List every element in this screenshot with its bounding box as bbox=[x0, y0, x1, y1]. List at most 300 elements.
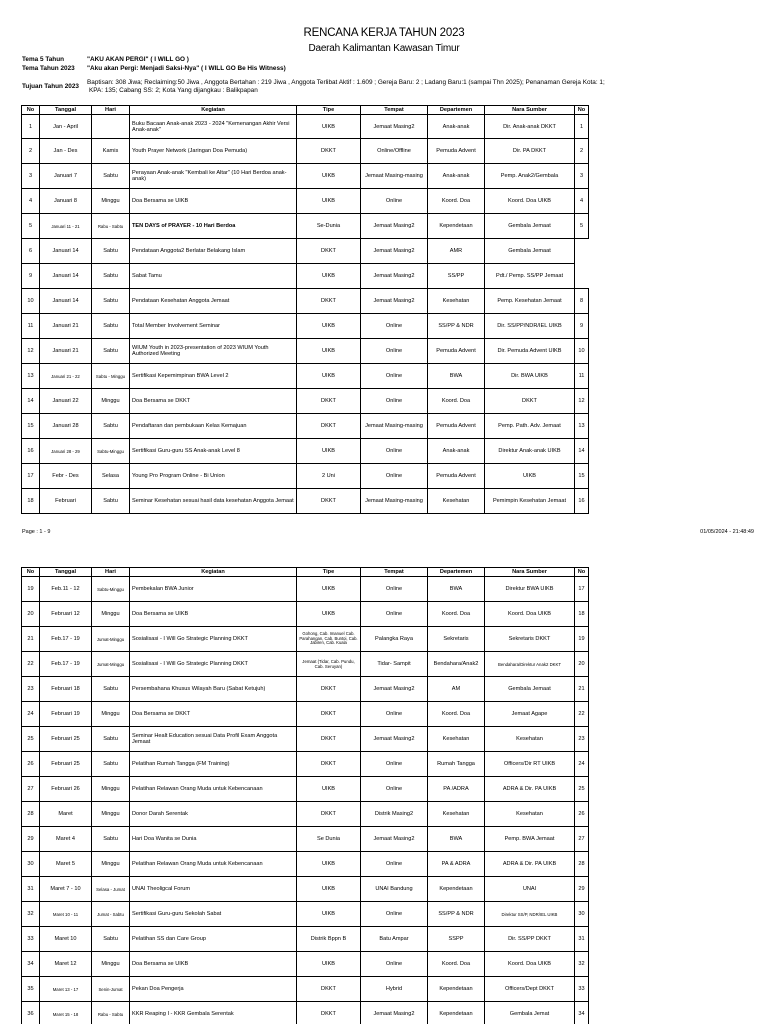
department-cell: Pemuda Advent bbox=[428, 339, 485, 364]
venue-cell: Jemaat Masing2 bbox=[361, 264, 428, 289]
row-number: 27 bbox=[22, 777, 40, 802]
type-cell: UIKB bbox=[297, 852, 361, 877]
department-cell: Kependetaan bbox=[428, 214, 485, 239]
department-cell: PA & ADRA bbox=[428, 852, 485, 877]
activity-cell: Doa Bersama se UIKB bbox=[130, 952, 297, 977]
department-cell: Kesehatan bbox=[428, 802, 485, 827]
row-number: 6 bbox=[22, 239, 40, 264]
activity-cell: Sosialisasi - I Will Go Strategic Planning DKKT bbox=[130, 652, 297, 677]
department-cell: SSPP bbox=[428, 927, 485, 952]
speaker-cell: Koord. Doa UIKB bbox=[485, 602, 575, 627]
department-cell: SS/PP bbox=[428, 264, 485, 289]
row-number-right: 22 bbox=[575, 702, 589, 727]
table-row bbox=[22, 239, 589, 264]
activity-cell: Donor Darah Serentak bbox=[130, 802, 297, 827]
type-cell: Se Dunia bbox=[297, 827, 361, 852]
row-number-right: 5 bbox=[575, 214, 589, 239]
date-cell: Januari 22 bbox=[40, 389, 92, 414]
table-row bbox=[22, 439, 589, 464]
activity-cell: Seminar Kesehatan sesuai hasil data kesehatan Anggota Jemaat bbox=[130, 489, 297, 514]
column-header-tanggal: Tanggal bbox=[40, 106, 92, 115]
type-cell: UIKB bbox=[297, 264, 361, 289]
date-cell: Feb.17 - 19 bbox=[40, 652, 92, 677]
date-cell: Januari 14 bbox=[40, 289, 92, 314]
date-cell: Januari 14 bbox=[40, 239, 92, 264]
department-cell: Kesehatan bbox=[428, 489, 485, 514]
document-subtitle: Daerah Kalimantan Kawasan Timur bbox=[308, 43, 460, 54]
day-cell: Minggu bbox=[92, 702, 130, 727]
activity-cell: UNAI Theoligcal Forum bbox=[130, 877, 297, 902]
table-row bbox=[22, 1002, 589, 1024]
table-row bbox=[22, 627, 589, 652]
meta-value-line2: KPA: 135; Cabang SS: 2; Kota Yang dijangkau : Balikpapan bbox=[89, 87, 258, 94]
column-header-tempat: Tempat bbox=[361, 568, 428, 577]
row-number-right: 30 bbox=[575, 902, 589, 927]
type-cell: DKKT bbox=[297, 802, 361, 827]
row-number-right: 11 bbox=[575, 364, 589, 389]
day-cell: Minggu bbox=[92, 189, 130, 214]
speaker-cell: Kesehatan bbox=[485, 802, 575, 827]
row-number: 5 bbox=[22, 214, 40, 239]
table-row bbox=[22, 927, 589, 952]
row-number: 31 bbox=[22, 877, 40, 902]
schedule-table-page-2 bbox=[21, 567, 589, 1024]
column-header-kegiatan: Kegiatan bbox=[130, 568, 297, 577]
date-cell: Maret bbox=[40, 802, 92, 827]
department-cell: Kependetaan bbox=[428, 877, 485, 902]
meta-value: Baptisan: 308 Jiwa; Reclaiming:50 Jiwa , Anggota Bertahan : 219 Jiwa , Anggota Terlibat Aktif : 1.609 ; Gereja Baru: 2 ; Ladang Baru:1 (sampai Thn 2025); Penanaman Gereja Kota: 1; bbox=[87, 79, 605, 86]
row-number: 28 bbox=[22, 802, 40, 827]
activity-cell: KKR Reaping I - KKR Gembala Serentak bbox=[130, 1002, 297, 1024]
row-number: 11 bbox=[22, 314, 40, 339]
department-cell: PA /ADRA bbox=[428, 777, 485, 802]
type-cell: DKKT bbox=[297, 289, 361, 314]
table-row bbox=[22, 115, 589, 139]
activity-cell: Sosialisasi - I Will Go Strategic Planning DKKT bbox=[130, 627, 297, 652]
type-cell: UIKB bbox=[297, 877, 361, 902]
speaker-cell: Pemp. Kesehatan Jemaat bbox=[485, 289, 575, 314]
row-number: 1 bbox=[22, 115, 40, 139]
venue-cell: Jemaat Masing2 bbox=[361, 727, 428, 752]
activity-cell: Pendataan Kesehatan Anggota Jemaat bbox=[130, 289, 297, 314]
date-cell: Januari 21 bbox=[40, 314, 92, 339]
day-cell: Minggu bbox=[92, 389, 130, 414]
table-row bbox=[22, 489, 589, 514]
row-number: 9 bbox=[22, 264, 40, 289]
department-cell: SS/PP & NDR bbox=[428, 314, 485, 339]
row-number: 26 bbox=[22, 752, 40, 777]
column-header-nara: Nara Sumber bbox=[485, 568, 575, 577]
speaker-cell: Kesehatan bbox=[485, 727, 575, 752]
type-cell: Distrik Bppn B bbox=[297, 927, 361, 952]
speaker-cell: Dir. SS/PP/NDR/IEL UIKB bbox=[485, 314, 575, 339]
type-cell: UIKB bbox=[297, 115, 361, 139]
table-row bbox=[22, 577, 589, 602]
day-cell: Selasa - Jumat bbox=[92, 877, 130, 902]
type-cell: UIKB bbox=[297, 952, 361, 977]
venue-cell: Batu Ampar bbox=[361, 927, 428, 952]
date-cell: Februari 19 bbox=[40, 702, 92, 727]
table-row bbox=[22, 677, 589, 702]
row-number-right: 15 bbox=[575, 464, 589, 489]
department-cell: Koord. Doa bbox=[428, 952, 485, 977]
date-cell: Feb.17 - 19 bbox=[40, 627, 92, 652]
day-cell: Jumat - Sabtu bbox=[92, 902, 130, 927]
venue-cell: Online bbox=[361, 752, 428, 777]
type-cell: UIKB bbox=[297, 164, 361, 189]
department-cell: SS/PP & NDR bbox=[428, 902, 485, 927]
department-cell: BWA bbox=[428, 827, 485, 852]
row-number-right bbox=[575, 239, 589, 264]
date-cell: Feb.11 - 12 bbox=[40, 577, 92, 602]
day-cell: Minggu bbox=[92, 952, 130, 977]
day-cell: Minggu bbox=[92, 602, 130, 627]
row-number-right: 20 bbox=[575, 652, 589, 677]
speaker-cell: Dir. Pemuda Advent UIKB bbox=[485, 339, 575, 364]
speaker-cell: Gembala Jemaat bbox=[485, 677, 575, 702]
row-number: 17 bbox=[22, 464, 40, 489]
type-cell: DKKT bbox=[297, 977, 361, 1002]
speaker-cell: Dir. BWA UIKB bbox=[485, 364, 575, 389]
type-cell: UIKB bbox=[297, 339, 361, 364]
venue-cell: Jemaat Masing-masing bbox=[361, 414, 428, 439]
day-cell: Sabtu bbox=[92, 414, 130, 439]
table-row bbox=[22, 164, 589, 189]
venue-cell: Online bbox=[361, 902, 428, 927]
table-row bbox=[22, 902, 589, 927]
activity-cell: Sertifikasi Guru-guru SS Anak-anak Level 8 bbox=[130, 439, 297, 464]
department-cell: Pemuda Advent bbox=[428, 139, 485, 164]
row-number-right: 27 bbox=[575, 827, 589, 852]
table-row bbox=[22, 702, 589, 727]
row-number: 21 bbox=[22, 627, 40, 652]
activity-cell: Seminar Healt Education sesuai Data Profil Exam Anggota Jemaat bbox=[130, 727, 297, 752]
department-cell: Koord. Doa bbox=[428, 602, 485, 627]
type-cell: UIKB bbox=[297, 577, 361, 602]
column-header-kegiatan: Kegiatan bbox=[130, 106, 297, 115]
row-number: 24 bbox=[22, 702, 40, 727]
row-number: 22 bbox=[22, 652, 40, 677]
table-row bbox=[22, 852, 589, 877]
speaker-cell: Pdt./ Pemp. SS/PP Jemaat bbox=[485, 264, 575, 289]
activity-cell: Sertifikasi Kepemimpinan BWA Level 2 bbox=[130, 364, 297, 389]
date-cell: Januari 28 bbox=[40, 414, 92, 439]
row-number: 35 bbox=[22, 977, 40, 1002]
schedule-table-page-1 bbox=[21, 105, 589, 514]
activity-cell: Doa Bersama se DKKT bbox=[130, 702, 297, 727]
venue-cell: Online bbox=[361, 314, 428, 339]
day-cell: Kamis bbox=[92, 139, 130, 164]
type-cell: DKKT bbox=[297, 702, 361, 727]
department-cell: AMR bbox=[428, 239, 485, 264]
row-number: 33 bbox=[22, 927, 40, 952]
row-number-right: 19 bbox=[575, 627, 589, 652]
row-number-right: 16 bbox=[575, 489, 589, 514]
day-cell: Sabtu bbox=[92, 827, 130, 852]
table-row bbox=[22, 389, 589, 414]
venue-cell: Online bbox=[361, 577, 428, 602]
day-cell: Minggu bbox=[92, 802, 130, 827]
venue-cell: Online bbox=[361, 439, 428, 464]
speaker-cell: ADRA & Dir. PA UIKB bbox=[485, 777, 575, 802]
activity-cell: Doa Bersama se DKKT bbox=[130, 389, 297, 414]
row-number: 32 bbox=[22, 902, 40, 927]
row-number: 2 bbox=[22, 139, 40, 164]
table-row bbox=[22, 802, 589, 827]
venue-cell: Online bbox=[361, 777, 428, 802]
activity-cell: Pekan Doa Pengerja bbox=[130, 977, 297, 1002]
speaker-cell: Jemaat Agape bbox=[485, 702, 575, 727]
venue-cell: Jemaat Masing-masing bbox=[361, 164, 428, 189]
day-cell: Minggu bbox=[92, 852, 130, 877]
department-cell: Sekretaris bbox=[428, 627, 485, 652]
activity-cell: Pembekalan BWA Junior bbox=[130, 577, 297, 602]
venue-cell: Jemaat Masing-masing bbox=[361, 489, 428, 514]
date-cell: Februari 25 bbox=[40, 752, 92, 777]
row-number-right: 21 bbox=[575, 677, 589, 702]
speaker-cell: DKKT bbox=[485, 389, 575, 414]
activity-cell: Hari Doa Wanita se Dunia bbox=[130, 827, 297, 852]
row-number-right: 32 bbox=[575, 952, 589, 977]
venue-cell: Online bbox=[361, 339, 428, 364]
speaker-cell: Pemimpin Kesehatan Jemaat bbox=[485, 489, 575, 514]
activity-cell: Pelatihan Rumah Tangga (FM Training) bbox=[130, 752, 297, 777]
day-cell: Sabtu - Minggu bbox=[92, 364, 130, 389]
date-cell: Maret 10 - 11 bbox=[40, 902, 92, 927]
row-number: 4 bbox=[22, 189, 40, 214]
column-header-dept: Departemen bbox=[428, 568, 485, 577]
row-number: 15 bbox=[22, 414, 40, 439]
activity-cell: Buku Bacaan Anak-anak 2023 - 2024 "Kemenangan Akhir Versi Anak-anak" bbox=[130, 115, 297, 139]
type-cell: DKKT bbox=[297, 139, 361, 164]
page-separator bbox=[0, 537, 768, 545]
date-cell: Februari 18 bbox=[40, 677, 92, 702]
column-header-no2: No bbox=[575, 106, 589, 115]
table-row bbox=[22, 264, 589, 289]
venue-cell: Jemaat Masing2 bbox=[361, 677, 428, 702]
department-cell: Anak-anak bbox=[428, 115, 485, 139]
speaker-cell: UNAI bbox=[485, 877, 575, 902]
row-number: 23 bbox=[22, 677, 40, 702]
row-number-right: 2 bbox=[575, 139, 589, 164]
type-cell: UIKB bbox=[297, 189, 361, 214]
department-cell: Rumah Tangga bbox=[428, 752, 485, 777]
column-header-tipe: Tipe bbox=[297, 106, 361, 115]
department-cell: BWA bbox=[428, 364, 485, 389]
type-cell: DKKT bbox=[297, 239, 361, 264]
day-cell: Selasa bbox=[92, 464, 130, 489]
table-row bbox=[22, 214, 589, 239]
row-number: 34 bbox=[22, 952, 40, 977]
date-cell: Maret 10 bbox=[40, 927, 92, 952]
venue-cell: Online/Offline bbox=[361, 139, 428, 164]
row-number: 20 bbox=[22, 602, 40, 627]
row-number: 10 bbox=[22, 289, 40, 314]
activity-cell: Sertifikasi Guru-guru Sekolah Sabat bbox=[130, 902, 297, 927]
department-cell: Koord. Doa bbox=[428, 702, 485, 727]
day-cell: Minggu bbox=[92, 777, 130, 802]
speaker-cell: Dir. Anak-anak DKKT bbox=[485, 115, 575, 139]
type-cell: UIKB bbox=[297, 602, 361, 627]
date-cell: Januari 11 - 21 bbox=[40, 214, 92, 239]
row-number-right: 3 bbox=[575, 164, 589, 189]
column-header-tipe: Tipe bbox=[297, 568, 361, 577]
table-row bbox=[22, 139, 589, 164]
type-cell: Jemaat (Tidar, Cab. Pundu, Cab. Seruyan) bbox=[297, 652, 361, 677]
date-cell: Januari 21 bbox=[40, 339, 92, 364]
meta-value: "Aku akan Pergi: Menjadi Saksi-Nya" ( I WILL GO Be His Witness) bbox=[87, 65, 286, 72]
row-number-right: 10 bbox=[575, 339, 589, 364]
department-cell: Koord. Doa bbox=[428, 189, 485, 214]
table-row bbox=[22, 727, 589, 752]
row-number-right: 18 bbox=[575, 602, 589, 627]
date-cell: Febr - Des bbox=[40, 464, 92, 489]
row-number: 19 bbox=[22, 577, 40, 602]
venue-cell: Jemaat Masing2 bbox=[361, 239, 428, 264]
speaker-cell: Pemp. BWA Jemaat bbox=[485, 827, 575, 852]
type-cell: Se-Dunia bbox=[297, 214, 361, 239]
print-timestamp: 01/05/2024 - 21:48:49 bbox=[700, 529, 754, 535]
speaker-cell: Officers/Dir RT UIKB bbox=[485, 752, 575, 777]
day-cell: Sabtu bbox=[92, 339, 130, 364]
table-row bbox=[22, 777, 589, 802]
table-row bbox=[22, 314, 589, 339]
type-cell: 2 Uni bbox=[297, 464, 361, 489]
day-cell: Sabtu bbox=[92, 727, 130, 752]
day-cell: Jumat-Minggu bbox=[92, 627, 130, 652]
type-cell: UIKB bbox=[297, 314, 361, 339]
table-row bbox=[22, 339, 589, 364]
speaker-cell: Bendahara/Direktur Anak2 DKKT bbox=[485, 652, 575, 677]
activity-cell: Perayaan Anak-anak "Kembali ke Altar" (10 Hari Berdoa anak-anak) bbox=[130, 164, 297, 189]
column-header-hari: Hari bbox=[92, 568, 130, 577]
speaker-cell: Koord. Doa UIKB bbox=[485, 952, 575, 977]
speaker-cell: Sekretaris DKKT bbox=[485, 627, 575, 652]
activity-cell: Pendataan Anggota2 Berlatar Belakang Islam bbox=[130, 239, 297, 264]
venue-cell: UNAI Bandung bbox=[361, 877, 428, 902]
venue-cell: Online bbox=[361, 852, 428, 877]
date-cell: Maret 12 bbox=[40, 952, 92, 977]
type-cell: DKKT bbox=[297, 752, 361, 777]
row-number: 29 bbox=[22, 827, 40, 852]
type-cell: Gohong, Cab. Imanuel Cab. Parahangan, Cab. Buntoi, Cab. Jabiren, Cab. Kuala bbox=[297, 627, 361, 652]
row-number-right: 33 bbox=[575, 977, 589, 1002]
type-cell: DKKT bbox=[297, 389, 361, 414]
column-header-no: No bbox=[22, 568, 40, 577]
department-cell: Koord. Doa bbox=[428, 389, 485, 414]
type-cell: DKKT bbox=[297, 677, 361, 702]
row-number-right: 26 bbox=[575, 802, 589, 827]
venue-cell: Tidar- Sampit bbox=[361, 652, 428, 677]
venue-cell: Jemaat Masing2 bbox=[361, 1002, 428, 1024]
date-cell: Jan - Des bbox=[40, 139, 92, 164]
activity-cell: Doa Bersama se UIKB bbox=[130, 189, 297, 214]
department-cell: Kesehatan bbox=[428, 727, 485, 752]
day-cell: Senin-Jumat bbox=[92, 977, 130, 1002]
meta-label: Tujuan Tahun 2023 bbox=[22, 83, 79, 90]
document-page-2 bbox=[0, 551, 768, 1024]
row-number-right: 17 bbox=[575, 577, 589, 602]
activity-cell: Youth Prayer Network (Jaringan Doa Pemuda) bbox=[130, 139, 297, 164]
type-cell: DKKT bbox=[297, 414, 361, 439]
date-cell: Maret 4 bbox=[40, 827, 92, 852]
type-cell: UIKB bbox=[297, 439, 361, 464]
row-number-right: 8 bbox=[575, 289, 589, 314]
row-number-right: 1 bbox=[575, 115, 589, 139]
document-title: RENCANA KERJA TAHUN 2023 bbox=[303, 27, 465, 39]
column-header-tempat: Tempat bbox=[361, 106, 428, 115]
venue-cell: Palangka Raya bbox=[361, 627, 428, 652]
type-cell: DKKT bbox=[297, 489, 361, 514]
day-cell bbox=[92, 115, 130, 139]
day-cell: Sabtu bbox=[92, 164, 130, 189]
department-cell: AM bbox=[428, 677, 485, 702]
column-header-no: No bbox=[22, 106, 40, 115]
row-number-right: 23 bbox=[575, 727, 589, 752]
column-header-nara: Nara Sumber bbox=[485, 106, 575, 115]
row-number-right: 29 bbox=[575, 877, 589, 902]
activity-cell: Sabat Tamu bbox=[130, 264, 297, 289]
row-number-right: 13 bbox=[575, 414, 589, 439]
day-cell: Sabtu-Minggu bbox=[92, 577, 130, 602]
row-number-right: 28 bbox=[575, 852, 589, 877]
row-number: 14 bbox=[22, 389, 40, 414]
day-cell: Jumat-Minggu bbox=[92, 652, 130, 677]
speaker-cell: Dir. SS/PP DKKT bbox=[485, 927, 575, 952]
page-number: Page : 1 - 9 bbox=[22, 529, 51, 535]
venue-cell: Jemaat Masing2 bbox=[361, 289, 428, 314]
department-cell: Anak-anak bbox=[428, 439, 485, 464]
meta-value: "AKU AKAN PERGI" ( I WILL GO ) bbox=[87, 56, 189, 63]
column-header-hari: Hari bbox=[92, 106, 130, 115]
day-cell: Sabtu bbox=[92, 927, 130, 952]
activity-cell: Pelatihan Relawan Orang Muda untuk Kebencanaan bbox=[130, 852, 297, 877]
type-cell: UIKB bbox=[297, 902, 361, 927]
venue-cell: Online bbox=[361, 602, 428, 627]
venue-cell: Online bbox=[361, 464, 428, 489]
venue-cell: Hybrid bbox=[361, 977, 428, 1002]
row-number: 16 bbox=[22, 439, 40, 464]
day-cell: Rabu - Sabtu bbox=[92, 214, 130, 239]
table-row bbox=[22, 952, 589, 977]
day-cell: Sabtu bbox=[92, 677, 130, 702]
speaker-cell: Gembala Jemat bbox=[485, 1002, 575, 1024]
row-number-right: 4 bbox=[575, 189, 589, 214]
row-number: 36 bbox=[22, 1002, 40, 1024]
department-cell: Kesehatan bbox=[428, 289, 485, 314]
date-cell: Februari 12 bbox=[40, 602, 92, 627]
day-cell: Sabtu bbox=[92, 489, 130, 514]
row-number-right: 12 bbox=[575, 389, 589, 414]
venue-cell: Online bbox=[361, 364, 428, 389]
activity-cell: WIUM Youth in 2023-presentation of 2023 WIUM Youth Authorized Meeting bbox=[130, 339, 297, 364]
activity-cell: TEN DAYS of PRAYER - 10 Hari Berdoa bbox=[130, 214, 297, 239]
row-number: 12 bbox=[22, 339, 40, 364]
type-cell: DKKT bbox=[297, 1002, 361, 1024]
day-cell: Sabtu bbox=[92, 289, 130, 314]
row-number-right: 14 bbox=[575, 439, 589, 464]
speaker-cell: Officers/Dept DKKT bbox=[485, 977, 575, 1002]
table-row bbox=[22, 602, 589, 627]
day-cell: Sabtu bbox=[92, 264, 130, 289]
department-cell: Anak-anak bbox=[428, 164, 485, 189]
column-header-tanggal: Tanggal bbox=[40, 568, 92, 577]
table-row bbox=[22, 977, 589, 1002]
table-row bbox=[22, 414, 589, 439]
row-number-right: 31 bbox=[575, 927, 589, 952]
venue-cell: Jemaat Masing2 bbox=[361, 214, 428, 239]
activity-cell: Doa Bersama se UIKB bbox=[130, 602, 297, 627]
